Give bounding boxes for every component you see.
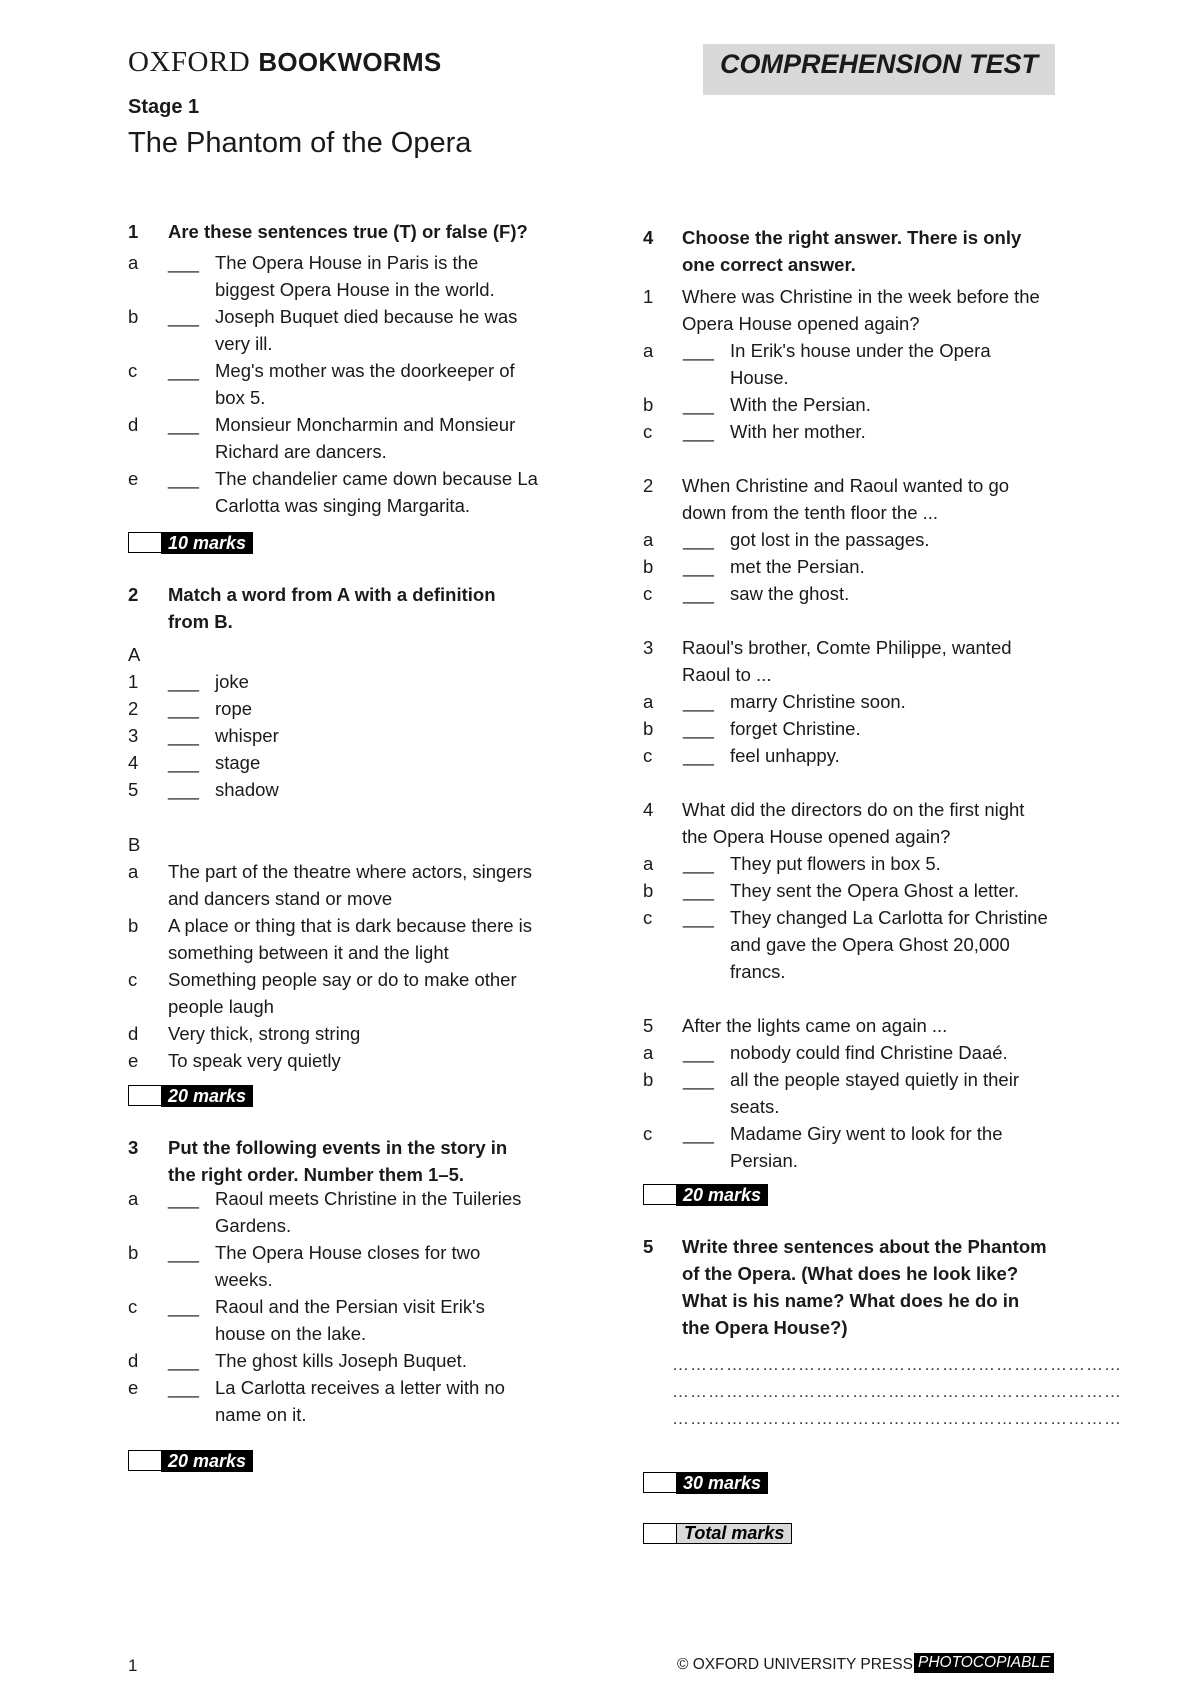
item-text: They put flowers in box 5. <box>730 853 941 874</box>
item-text: Raoul meets Christine in the Tuileries <box>215 1188 522 1209</box>
marks-box[interactable] <box>643 1472 676 1493</box>
item-letter: d <box>128 1023 139 1044</box>
word-number: 4 <box>128 752 139 773</box>
item-letter: c <box>643 421 653 442</box>
item-letter: c <box>643 745 653 766</box>
question-text: Opera House opened again? <box>682 313 920 334</box>
item-letter: a <box>128 252 139 273</box>
item-text: met the Persian. <box>730 556 865 577</box>
q5-heading: 5 Write three sentences about the Phantom of the Opera. (What does he look like? What is his name? What does he do in the Opera House?) <box>643 1236 1047 1338</box>
brand-logo <box>128 46 442 79</box>
item-letter: e <box>128 1050 139 1071</box>
item-letter: b <box>128 915 139 936</box>
marks-box[interactable] <box>643 1184 676 1205</box>
answer-blank[interactable]: ___ <box>683 745 714 766</box>
item-text: Meg's mother was the doorkeeper of <box>215 360 515 381</box>
item-text: feel unhappy. <box>730 745 840 766</box>
item-text: Richard are dancers. <box>215 441 387 462</box>
marks-label: 20 marks <box>676 1184 768 1206</box>
item-text: very ill. <box>215 333 273 354</box>
answer-line-2[interactable]: ………………………………………………………………… <box>672 1382 1122 1401</box>
item-letter: c <box>128 360 138 381</box>
question-number: 2 <box>643 475 654 496</box>
answer-blank[interactable]: ___ <box>168 1350 199 1371</box>
answer-blank[interactable]: ___ <box>683 583 714 604</box>
answer-blank[interactable]: ___ <box>683 1123 714 1144</box>
answer-blank[interactable]: ___ <box>683 691 714 712</box>
answer-blank[interactable]: ___ <box>168 252 199 273</box>
marks-label: 20 marks <box>161 1085 253 1107</box>
item-letter: c <box>643 907 653 928</box>
item-letter: b <box>643 880 654 901</box>
word-text: stage <box>215 752 261 773</box>
page-title: The Phantom of the Opera <box>128 127 472 159</box>
answer-blank[interactable]: ___ <box>168 752 199 773</box>
item-text: House. <box>730 367 789 388</box>
item-text: Carlotta was singing Margarita. <box>215 495 470 516</box>
item-text: weeks. <box>215 1269 273 1290</box>
answer-blank[interactable]: ___ <box>683 421 714 442</box>
answer-blank[interactable]: ___ <box>683 880 714 901</box>
question-text: down from the tenth floor the ... <box>682 502 939 523</box>
item-letter: c <box>643 1123 653 1144</box>
word-number: 3 <box>128 725 139 746</box>
item-letter: a <box>128 1188 139 1209</box>
question-text: Raoul's brother, Comte Philippe, wanted <box>682 637 1012 658</box>
word-text: whisper <box>215 725 279 746</box>
item-letter: a <box>643 340 654 361</box>
item-text: The chandelier came down because La <box>215 468 538 489</box>
item-text: biggest Opera House in the world. <box>215 279 495 300</box>
item-text: house on the lake. <box>215 1323 367 1344</box>
answer-blank[interactable]: ___ <box>683 556 714 577</box>
word-number: 1 <box>128 671 139 692</box>
brand-bookworms: BOOKWORMS <box>258 47 442 77</box>
item-letter: a <box>643 853 654 874</box>
answer-blank[interactable]: ___ <box>683 1069 714 1090</box>
q2-heading: 2 Match a word from A with a definition from B. <box>128 584 496 632</box>
item-text: La Carlotta receives a letter with no <box>215 1377 505 1398</box>
total-marks-label: Total marks <box>676 1523 792 1544</box>
item-letter: c <box>643 583 653 604</box>
item-text: Raoul and the Persian visit Erik's <box>215 1296 485 1317</box>
item-letter: b <box>643 556 654 577</box>
item-letter: e <box>128 1377 139 1398</box>
marks-label: 10 marks <box>161 532 253 554</box>
item-letter: d <box>128 1350 139 1371</box>
question-text: When Christine and Raoul wanted to go <box>682 475 1010 496</box>
item-text: Monsieur Moncharmin and Monsieur <box>215 414 516 435</box>
item-text: Gardens. <box>215 1215 292 1236</box>
answer-blank[interactable]: ___ <box>168 360 199 381</box>
item-letter: d <box>128 414 139 435</box>
item-text: forget Christine. <box>730 718 861 739</box>
answer-blank[interactable]: ___ <box>168 468 199 489</box>
question-text: What did the directors do on the first night <box>682 799 1025 820</box>
question-number: 4 <box>643 799 654 820</box>
item-text: A place or thing that is dark because there is <box>168 915 533 936</box>
answer-blank[interactable]: ___ <box>168 671 199 692</box>
q4-heading: 4 Choose the right answer. There is only one correct answer. <box>643 227 1022 275</box>
answer-blank[interactable]: ___ <box>683 853 714 874</box>
answer-blank[interactable]: ___ <box>168 414 199 435</box>
answer-blank[interactable]: ___ <box>683 907 714 928</box>
item-text: saw the ghost. <box>730 583 850 604</box>
question-number: 5 <box>643 1015 654 1036</box>
q3-heading: 3 Put the following events in the story in the right order. Number them 1–5. <box>128 1137 508 1185</box>
stage-label: Stage 1 <box>128 96 200 118</box>
answer-line-1[interactable]: ………………………………………………………………… <box>672 1355 1122 1374</box>
word-text: joke <box>215 671 249 692</box>
page-number: 1 <box>128 1656 138 1675</box>
item-text: Persian. <box>730 1150 798 1171</box>
answer-blank[interactable]: ___ <box>168 1296 199 1317</box>
item-text: Very thick, strong string <box>168 1023 361 1044</box>
answer-blank[interactable]: ___ <box>168 1377 199 1398</box>
marks-label: 30 marks <box>676 1472 768 1494</box>
answer-blank[interactable]: ___ <box>683 340 714 361</box>
item-text: With the Persian. <box>730 394 871 415</box>
item-letter: e <box>128 468 139 489</box>
item-text: people laugh <box>168 996 274 1017</box>
answer-blank[interactable]: ___ <box>168 698 199 719</box>
item-text: got lost in the passages. <box>730 529 930 550</box>
item-letter: a <box>643 691 654 712</box>
marks-box[interactable] <box>128 1085 161 1106</box>
item-letter: b <box>643 718 654 739</box>
question-number: 3 <box>643 637 654 658</box>
answer-line-3[interactable]: ………………………………………………………………… <box>672 1409 1122 1428</box>
answer-blank[interactable]: ___ <box>683 394 714 415</box>
item-letter: b <box>643 1069 654 1090</box>
item-letter: c <box>128 969 138 990</box>
item-letter: a <box>643 1042 654 1063</box>
item-letter: a <box>643 529 654 550</box>
answer-blank[interactable]: ___ <box>683 718 714 739</box>
item-text: The ghost kills Joseph Buquet. <box>215 1350 467 1371</box>
item-text: box 5. <box>215 387 266 408</box>
item-text: Something people say or do to make other <box>168 969 517 990</box>
item-text: Joseph Buquet died because he was <box>215 306 518 327</box>
item-text: name on it. <box>215 1404 307 1425</box>
item-text: marry Christine soon. <box>730 691 906 712</box>
item-text: Madame Giry went to look for the <box>730 1123 1003 1144</box>
brand-oxford: OXFORD <box>128 46 251 78</box>
item-text: something between it and the light <box>168 942 449 963</box>
item-text: The part of the theatre where actors, singers <box>168 861 533 882</box>
question-number: 1 <box>643 286 654 307</box>
item-text: and dancers stand or move <box>168 888 393 909</box>
marks-box[interactable] <box>128 532 161 553</box>
item-text: and gave the Opera Ghost 20,000 <box>730 934 1010 955</box>
answer-blank[interactable]: ___ <box>168 306 199 327</box>
item-text: all the people stayed quietly in their <box>730 1069 1019 1090</box>
q2-label-a: A <box>128 644 141 665</box>
item-text: In Erik's house under the Opera <box>730 340 991 361</box>
item-letter: b <box>128 1242 139 1263</box>
item-text: francs. <box>730 961 786 982</box>
word-number: 5 <box>128 779 139 800</box>
answer-blank[interactable]: ___ <box>683 1042 714 1063</box>
word-number: 2 <box>128 698 139 719</box>
item-text: seats. <box>730 1096 780 1117</box>
item-letter: c <box>128 1296 138 1317</box>
answer-blank[interactable]: ___ <box>168 779 199 800</box>
item-letter: b <box>643 394 654 415</box>
answer-blank[interactable]: ___ <box>683 529 714 550</box>
question-text: After the lights came on again ... <box>682 1015 948 1036</box>
test-label: COMPREHENSION TEST <box>703 44 1055 95</box>
q2-label-b: B <box>128 834 141 855</box>
question-text: Raoul to ... <box>682 664 772 685</box>
marks-label: 20 marks <box>161 1450 253 1472</box>
answer-blank[interactable]: ___ <box>168 725 199 746</box>
question-text: Where was Christine in the week before the <box>682 286 1040 307</box>
photocopiable-badge: PHOTOCOPIABLE <box>914 1653 1054 1673</box>
item-text: nobody could find Christine Daaé. <box>730 1042 1008 1063</box>
item-text: With her mother. <box>730 421 866 442</box>
answer-blank[interactable]: ___ <box>168 1188 199 1209</box>
question-text: the Opera House opened again? <box>682 826 951 847</box>
copyright: © OXFORD UNIVERSITY PRESS <box>677 1656 913 1673</box>
word-text: shadow <box>215 779 279 800</box>
item-text: They sent the Opera Ghost a letter. <box>730 880 1019 901</box>
item-text: To speak very quietly <box>168 1050 341 1071</box>
item-text: They changed La Carlotta for Christine <box>730 907 1048 928</box>
marks-box[interactable] <box>128 1450 161 1471</box>
item-text: The Opera House in Paris is the <box>215 252 479 273</box>
word-text: rope <box>215 698 253 719</box>
item-letter: a <box>128 861 139 882</box>
item-letter: b <box>128 306 139 327</box>
marks-box[interactable] <box>643 1523 676 1544</box>
answer-blank[interactable]: ___ <box>168 1242 199 1263</box>
item-text: The Opera House closes for two <box>215 1242 481 1263</box>
